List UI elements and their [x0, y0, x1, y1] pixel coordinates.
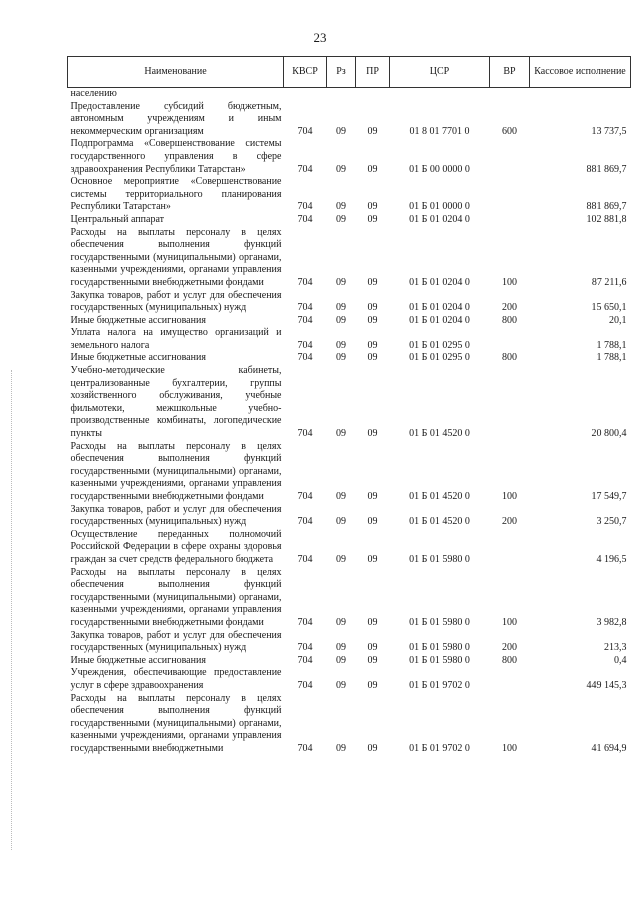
cell-pr: 09	[367, 339, 378, 351]
cell-pr: 09	[367, 491, 378, 502]
cell-csr: 01 Б 01 4520 0	[409, 491, 470, 502]
cell-rz: 09	[336, 491, 346, 502]
cell-name: Закупка товаров, работ и услуг для обеспечения государственных (муниципальных) нужд	[70, 503, 282, 528]
cell-vr	[490, 214, 530, 227]
cell-csr: 01 Б 01 5980 0	[409, 553, 470, 565]
cell-name: Закупка товаров, работ и услуг для обеспечения государственных (муниципальных) нужд	[70, 289, 282, 314]
table-row	[68, 290, 631, 315]
cell-kvsr: 704	[297, 302, 313, 314]
cell-sum: 17 549,7	[591, 491, 627, 502]
cell-sum: 1 788,1	[596, 352, 627, 364]
budget-execution-table	[67, 56, 631, 755]
cell-vr	[490, 529, 530, 567]
cell-name: Расходы на выплаты персоналу в целях обеспечения выполнения функций государственными (муниципальными) органами, казенными учреждениями, органами управления государственными внебюджетными фондами	[70, 440, 282, 502]
cell-rz: 09	[336, 213, 346, 225]
cell-csr: 01 Б 01 0295 0	[409, 352, 470, 364]
cell-sum: 0,4	[614, 654, 627, 666]
cell-kvsr: 704	[297, 654, 313, 666]
cell-pr: 09	[367, 302, 378, 314]
cell-kvsr: 704	[297, 163, 313, 175]
cell-kvsr: 704	[297, 553, 313, 565]
cell-rz: 09	[336, 616, 346, 628]
header-sum: Кассовое исполнение	[530, 57, 631, 88]
cell-rz: 09	[336, 163, 346, 175]
table-row	[68, 138, 631, 176]
table-body	[68, 88, 631, 756]
cell-pr: 09	[367, 428, 378, 440]
cell-name: Расходы на выплаты персоналу в целях обеспечения выполнения функций государственными (муниципальными) органами, казенными учреждениями, органами управления государственными внебюджетными	[70, 692, 282, 754]
table-row	[68, 176, 631, 214]
cell-vr: 200	[502, 516, 517, 528]
cell-pr: 09	[367, 679, 378, 691]
cell-vr	[490, 365, 530, 441]
cell-kvsr: 704	[297, 491, 313, 502]
cell-kvsr: 704	[297, 276, 313, 288]
cell-kvsr: 704	[297, 314, 313, 326]
cell-vr: 200	[502, 302, 517, 314]
table-row	[68, 693, 631, 756]
table-row	[68, 504, 631, 529]
cell-vr: 100	[502, 742, 517, 754]
cell-name: Предоставление субсидий бюджетным, автономным учреждениям и иным некоммерческим организациям	[70, 100, 282, 137]
cell-name: населению	[70, 88, 117, 99]
cell-vr: 800	[502, 314, 517, 326]
header-pr: ПР	[356, 57, 390, 88]
cell-sum: 881 869,7	[586, 201, 627, 213]
table-row	[68, 365, 631, 441]
table-row	[68, 315, 631, 328]
cell-pr: 09	[367, 213, 378, 225]
cell-pr: 09	[367, 742, 378, 754]
cell-rz: 09	[336, 642, 346, 654]
cell-vr: 800	[502, 352, 517, 364]
cell-pr: 09	[367, 654, 378, 666]
cell-vr: 600	[502, 125, 517, 137]
table-row	[68, 88, 631, 101]
cell-kvsr: 704	[297, 428, 313, 440]
cell-sum: 3 250,7	[596, 516, 627, 528]
cell-kvsr: 704	[297, 352, 313, 364]
cell-name: Подпрограмма «Совершенствование системы государственного управления в сфере здравоохранения Республики Татарстан»	[70, 138, 282, 175]
cell-kvsr: 704	[297, 201, 313, 213]
cell-sum: 102 881,8	[586, 213, 627, 225]
cell-vr	[490, 138, 530, 176]
table-row	[68, 529, 631, 567]
table-row	[68, 655, 631, 668]
cell-vr	[490, 327, 530, 352]
cell-rz: 09	[336, 428, 346, 440]
cell-sum: 1 788,1	[596, 339, 627, 351]
cell-sum: 20,1	[609, 314, 627, 326]
header-rz: Рз	[327, 57, 356, 88]
cell-pr	[356, 88, 390, 101]
cell-name: Уплата налога на имущество организаций и земельного налога	[70, 327, 282, 351]
cell-csr: 01 Б 00 0000 0	[409, 163, 470, 175]
table-row	[68, 214, 631, 227]
table-row	[68, 227, 631, 290]
cell-sum: 449 145,3	[586, 679, 627, 691]
cell-rz: 09	[336, 276, 346, 288]
cell-rz: 09	[336, 125, 346, 137]
cell-rz: 09	[336, 654, 346, 666]
cell-pr: 09	[367, 352, 378, 364]
cell-pr: 09	[367, 616, 378, 628]
cell-rz: 09	[336, 516, 346, 528]
cell-vr	[490, 88, 530, 101]
header-vr: ВР	[490, 57, 530, 88]
cell-kvsr: 704	[297, 339, 313, 351]
cell-name: Иные бюджетные ассигнования	[70, 314, 206, 326]
table-header	[68, 57, 631, 88]
cell-vr	[490, 667, 530, 692]
cell-csr: 01 Б 01 0000 0	[409, 201, 470, 213]
cell-vr	[490, 176, 530, 214]
cell-kvsr: 704	[297, 616, 313, 628]
cell-vr: 100	[502, 276, 517, 288]
cell-rz: 09	[336, 553, 346, 565]
cell-name: Учреждения, обеспечивающие предоставление услуг в сфере здравоохранения	[70, 667, 282, 691]
cell-rz	[327, 88, 356, 101]
table-row	[68, 630, 631, 655]
table-row	[68, 567, 631, 630]
cell-sum: 15 650,1	[591, 302, 627, 314]
cell-pr: 09	[367, 201, 378, 213]
cell-pr: 09	[367, 314, 378, 326]
cell-csr: 01 Б 01 4520 0	[409, 428, 470, 440]
cell-csr: 01 Б 01 0295 0	[409, 339, 470, 351]
cell-kvsr: 704	[297, 213, 313, 225]
cell-name: Иные бюджетные ассигнования	[70, 352, 206, 364]
cell-kvsr: 704	[297, 679, 313, 691]
cell-name: Осуществление переданных полномочий Российской Федерации в сфере охраны здоровья граждан за счет средств федерального бюджета	[70, 528, 282, 565]
cell-csr: 01 Б 01 5980 0	[409, 616, 470, 628]
cell-name: Основное мероприятие «Совершенствование системы территориального планирования Республики Татарстан»	[70, 176, 282, 213]
cell-sum: 881 869,7	[586, 163, 627, 175]
cell-name: Расходы на выплаты персоналу в целях обеспечения выполнения функций государственными (муниципальными) органами, казенными учреждениями, органами управления государственными внебюджетными фондами	[70, 566, 282, 628]
cell-rz: 09	[336, 339, 346, 351]
cell-sum	[530, 88, 631, 101]
cell-csr: 01 Б 01 5980 0	[409, 654, 470, 666]
cell-name: Центральный аппарат	[70, 213, 165, 225]
cell-csr: 01 Б 01 4520 0	[409, 516, 470, 528]
cell-sum: 87 211,6	[591, 276, 627, 288]
cell-csr: 01 8 01 7701 0	[409, 125, 470, 137]
cell-csr: 01 Б 01 9702 0	[409, 679, 470, 691]
cell-vr: 100	[502, 491, 517, 502]
cell-sum: 41 694,9	[591, 742, 627, 754]
header-kvsr: КВСР	[284, 57, 327, 88]
cell-name: Закупка товаров, работ и услуг для обеспечения государственных (муниципальных) нужд	[70, 629, 282, 654]
cell-sum: 13 737,5	[591, 125, 627, 137]
cell-pr: 09	[367, 163, 378, 175]
cell-sum: 3 982,8	[596, 616, 627, 628]
cell-csr: 01 Б 01 0204 0	[409, 276, 470, 288]
cell-rz: 09	[336, 742, 346, 754]
table-row	[68, 441, 631, 504]
cell-vr: 200	[502, 642, 517, 654]
cell-kvsr: 704	[297, 742, 313, 754]
cell-pr: 09	[367, 276, 378, 288]
cell-pr: 09	[367, 553, 378, 565]
cell-kvsr: 704	[297, 642, 313, 654]
cell-sum: 4 196,5	[596, 553, 627, 565]
cell-csr: 01 Б 01 9702 0	[409, 742, 470, 754]
cell-rz: 09	[336, 679, 346, 691]
cell-csr: 01 Б 01 5980 0	[409, 642, 470, 654]
cell-kvsr: 704	[297, 125, 313, 137]
header-name: Наименование	[68, 57, 284, 88]
table-row	[68, 352, 631, 365]
cell-kvsr: 704	[297, 516, 313, 528]
cell-rz: 09	[336, 201, 346, 213]
cell-name: Расходы на выплаты персоналу в целях обеспечения выполнения функций государственными (муниципальными) органами, казенными учреждениями, органами управления государственными внебюджетными фондами	[70, 226, 282, 288]
cell-csr: 01 Б 01 0204 0	[409, 314, 470, 326]
cell-csr: 01 Б 01 0204 0	[409, 213, 470, 225]
cell-sum: 213,3	[604, 642, 627, 654]
cell-name: Иные бюджетные ассигнования	[70, 654, 206, 666]
table-row	[68, 667, 631, 692]
cell-pr: 09	[367, 642, 378, 654]
cell-sum: 20 800,4	[591, 428, 627, 440]
cell-vr: 100	[502, 616, 517, 628]
cell-rz: 09	[336, 314, 346, 326]
cell-kvsr	[284, 88, 327, 101]
table-row	[68, 101, 631, 139]
cell-csr: 01 Б 01 0204 0	[409, 302, 470, 314]
header-csr: ЦСР	[390, 57, 490, 88]
cell-pr: 09	[367, 125, 378, 137]
cell-vr: 800	[502, 654, 517, 666]
cell-rz: 09	[336, 352, 346, 364]
cell-name: Учебно-методические кабинеты, централизованные бухгалтерии, группы хозяйственного обслуживания, учебные фильмотеки, межшкольные учебно-производственные комбинаты, логопедические пункты	[70, 365, 282, 440]
cell-rz: 09	[336, 302, 346, 314]
page-number: 23	[313, 30, 327, 45]
cell-pr: 09	[367, 516, 378, 528]
table-row	[68, 327, 631, 352]
cell-csr	[390, 88, 490, 101]
scan-margin-line	[11, 370, 12, 850]
